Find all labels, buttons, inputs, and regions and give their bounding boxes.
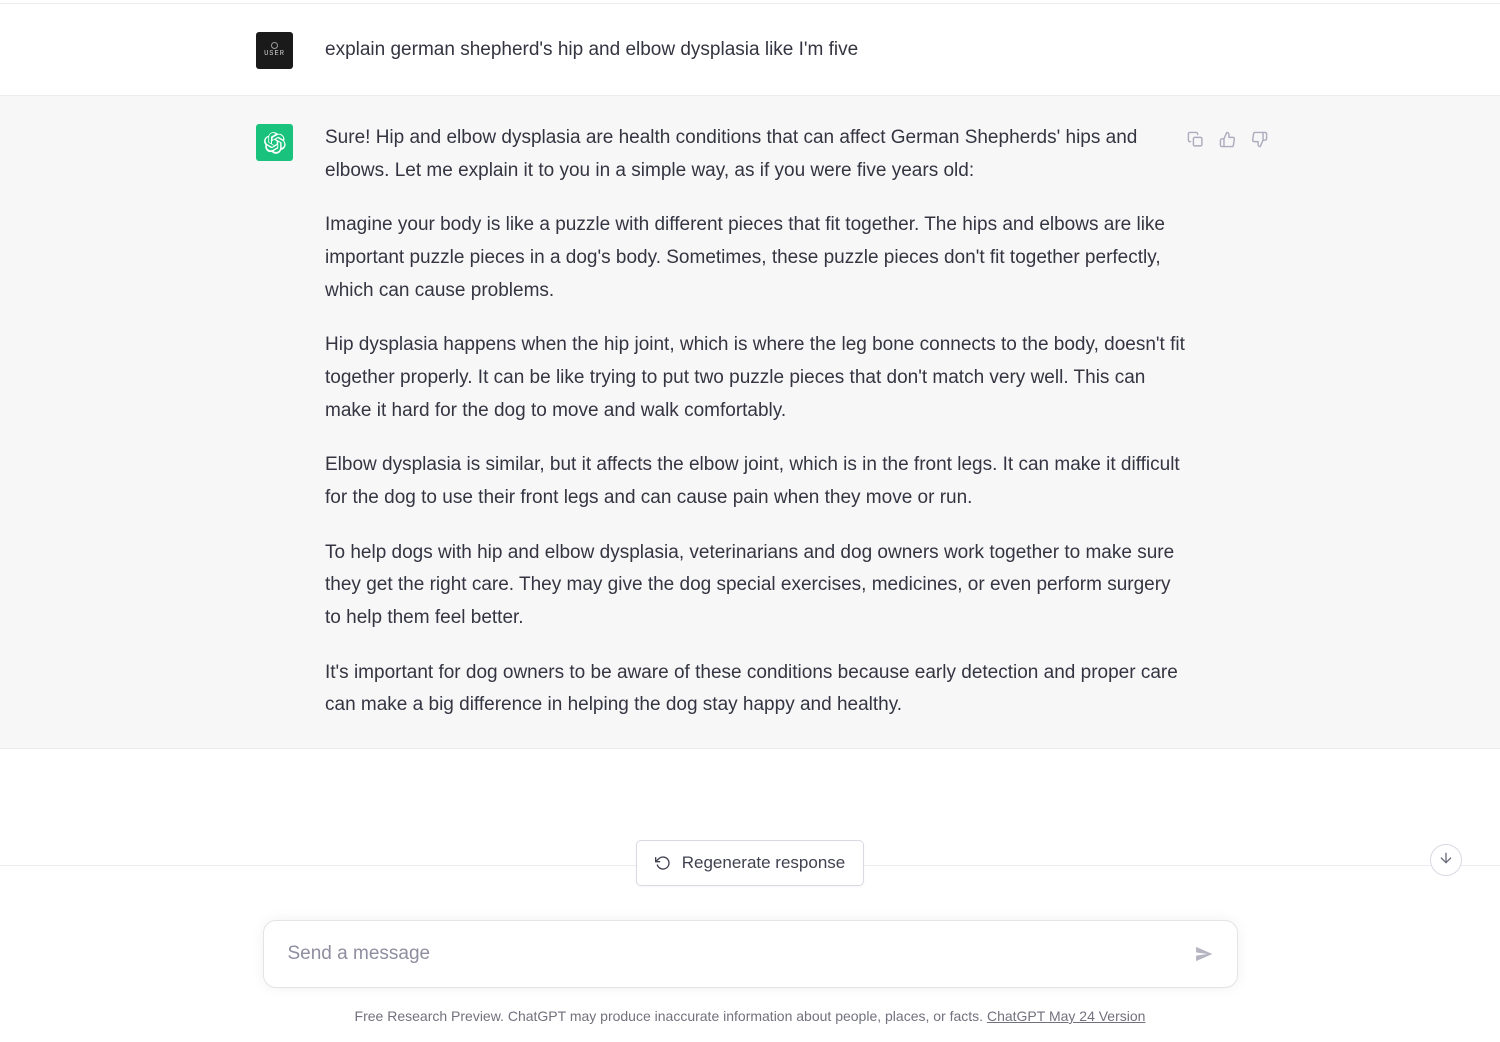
assistant-message-turn xyxy=(0,96,1500,749)
scroll-to-bottom-button[interactable] xyxy=(1430,844,1462,876)
user-avatar-label: USER xyxy=(264,50,285,59)
send-icon[interactable] xyxy=(1191,941,1217,967)
footer-text: Free Research Preview. ChatGPT may produce inaccurate information about people, places, or facts. xyxy=(354,1008,984,1024)
user-message-turn xyxy=(0,4,1500,96)
conversation-thread[interactable] xyxy=(0,4,1500,865)
thumbs-up-icon[interactable] xyxy=(1218,130,1236,148)
assistant-turn-inner xyxy=(0,122,1500,722)
assistant-paragraph: Sure! Hip and elbow dysplasia are health conditions that can affect German Shepherds' hips and elbows. Let me explain it to you in a simple way, as if you were five years old: xyxy=(325,127,1138,181)
thumbs-down-icon[interactable] xyxy=(1250,130,1268,148)
assistant-paragraph: It's important for dog owners to be aware of these conditions because early detection and proper care can make a big difference in helping the dog stay happy and healthy. xyxy=(325,661,1178,716)
regenerate-label: Regenerate response xyxy=(681,853,846,872)
assistant-paragraph: Hip dysplasia happens when the hip joint, which is where the leg bone connects to the body, doesn't fit together properly. It can be like trying to put two puzzle pieces that don't match very well. This can make it hard for the dog to move and walk comfortably. xyxy=(325,334,1185,421)
assistant-paragraph: Elbow dysplasia is similar, but it affects the elbow joint, which is in the front legs. It can make it difficult for the dog to use their front legs and can cause pain when they move or run. xyxy=(325,454,1180,509)
assistant-message-text xyxy=(325,122,1185,722)
user-turn-inner xyxy=(0,30,1500,69)
assistant-paragraph: To help dogs with hip and elbow dysplasia, veterinarians and dog owners work together to make sure they get the right care. They may give the dog special exercises, medicines, or even perform surgery to help them feel better. xyxy=(325,541,1175,629)
message-actions xyxy=(1186,130,1268,148)
footer-disclaimer xyxy=(0,1008,1500,1024)
avatar-ring-icon xyxy=(271,42,278,49)
regenerate-response-button[interactable] xyxy=(636,840,865,886)
composer-area xyxy=(0,853,1500,1042)
openai-logo-icon xyxy=(264,132,286,154)
arrow-down-icon xyxy=(1438,850,1454,871)
user-avatar xyxy=(256,32,293,69)
user-message-text: explain german shepherd's hip and elbow dysplasia like I'm five xyxy=(325,39,859,60)
refresh-icon xyxy=(655,855,671,871)
assistant-avatar xyxy=(256,124,293,161)
assistant-paragraph: Imagine your body is like a puzzle with different pieces that fit together. The hips and elbows are like important puzzle pieces in a dog's body. Sometimes, these puzzle pieces don't fit together perfectly, which can cause problems. xyxy=(325,214,1165,301)
version-link[interactable]: ChatGPT May 24 Version xyxy=(986,1008,1146,1024)
message-input[interactable] xyxy=(286,942,1191,966)
copy-icon[interactable] xyxy=(1186,130,1204,148)
message-composer[interactable] xyxy=(263,920,1238,988)
